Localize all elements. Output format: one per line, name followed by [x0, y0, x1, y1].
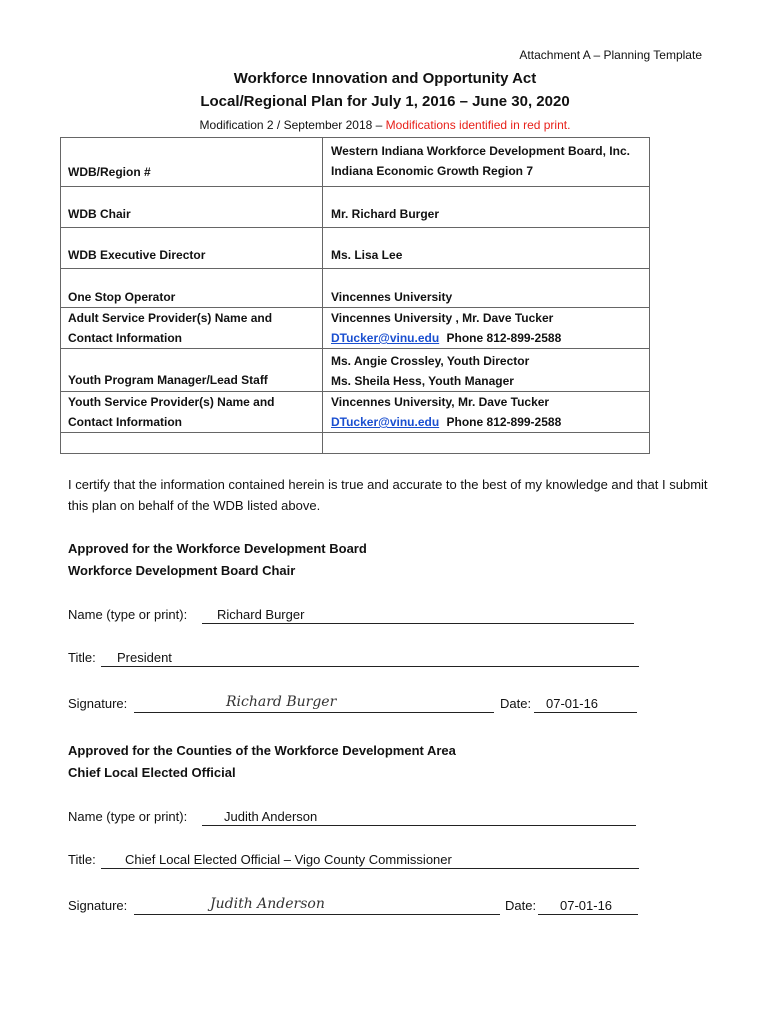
county-signature-label: Signature:	[68, 898, 128, 913]
modification-prefix: Modification 2 / September 2018 –	[199, 118, 383, 132]
youth-provider-label-2: Contact Information	[68, 415, 182, 429]
county-signature-value: Judith Anderson	[210, 896, 325, 912]
youth-provider-value: Vincennes University, Mr. Dave Tucker	[331, 395, 550, 409]
wdb-region-name: Western Indiana Workforce Development Board, Inc.	[331, 144, 630, 158]
board-title-input[interactable]	[101, 651, 639, 667]
board-signature-label: Signature:	[68, 696, 128, 711]
table-row-operator	[61, 269, 650, 308]
board-signature-value: Richard Burger	[226, 694, 337, 710]
certification-statement: I certify that the information contained herein is true and accurate to the best of my knowledge and that I submit this plan on behalf of the WDB listed above.	[68, 477, 708, 513]
wdb-director-label: WDB Executive Director	[68, 248, 206, 262]
attachment-label: Attachment A – Planning Template	[519, 48, 702, 62]
chief-official-heading: Chief Local Elected Official	[68, 765, 236, 780]
adult-provider-label: Adult Service Provider(s) Name and	[68, 311, 273, 325]
county-approval-heading: Approved for the Counties of the Workforce Development Area	[68, 743, 456, 758]
youth-manager-label: Youth Program Manager/Lead Staff	[68, 373, 268, 387]
county-name-value: Judith Anderson	[224, 809, 318, 824]
wdb-chair-value: Mr. Richard Burger	[331, 207, 440, 221]
adult-provider-phone: Phone 812-899-2588	[446, 331, 562, 345]
county-name-label: Name (type or print):	[68, 809, 188, 824]
table-row-youth-manager	[61, 349, 650, 392]
wdb-region-label: WDB/Region #	[68, 165, 151, 179]
board-chair-heading: Workforce Development Board Chair	[68, 563, 296, 578]
board-approval-heading: Approved for the Workforce Development Board	[68, 541, 367, 556]
table-row-empty	[61, 433, 650, 454]
board-date-value: 07-01-16	[546, 696, 599, 711]
adult-provider-value: Vincennes University , Mr. Dave Tucker	[331, 311, 554, 325]
wdb-info-table	[60, 137, 650, 454]
board-name-value: Richard Burger	[217, 607, 305, 622]
modification-line	[0, 118, 770, 132]
county-title-label: Title:	[68, 852, 96, 867]
table-row-adult-provider	[61, 308, 650, 349]
youth-provider-label: Youth Service Provider(s) Name and	[68, 395, 275, 409]
table-row-region	[61, 138, 650, 187]
board-date-label: Date:	[500, 696, 532, 711]
adult-provider-email-link[interactable]: DTucker@vinu.edu	[331, 331, 440, 345]
table-row-chair	[61, 187, 650, 228]
one-stop-operator-value: Vincennes University	[331, 290, 453, 304]
table-row-director	[61, 228, 650, 269]
board-name-label: Name (type or print):	[68, 607, 188, 622]
county-date-label: Date:	[505, 898, 537, 913]
document-title: Workforce Innovation and Opportunity Act	[233, 70, 537, 87]
modification-note: Modifications identified in red print.	[385, 118, 571, 132]
plan-period-title: Local/Regional Plan for July 1, 2016 – June 30, 2020	[200, 93, 570, 110]
youth-director-value: Ms. Angie Crossley, Youth Director	[331, 354, 530, 368]
table-row-youth-provider	[61, 392, 650, 433]
wdb-region-number: Indiana Economic Growth Region 7	[331, 164, 534, 178]
youth-provider-email-link[interactable]: DTucker@vinu.edu	[331, 415, 440, 429]
county-title-value: Chief Local Elected Official – Vigo County Commissioner	[125, 852, 452, 867]
board-title-label: Title:	[68, 650, 96, 665]
wdb-chair-label: WDB Chair	[68, 207, 131, 221]
board-title-value: President	[117, 650, 172, 665]
youth-manager-value: Ms. Sheila Hess, Youth Manager	[331, 374, 514, 388]
youth-provider-phone: Phone 812-899-2588	[446, 415, 562, 429]
adult-provider-label-2: Contact Information	[68, 331, 182, 345]
one-stop-operator-label: One Stop Operator	[68, 290, 176, 304]
wdb-director-value: Ms. Lisa Lee	[331, 248, 403, 262]
county-date-value: 07-01-16	[560, 898, 613, 913]
